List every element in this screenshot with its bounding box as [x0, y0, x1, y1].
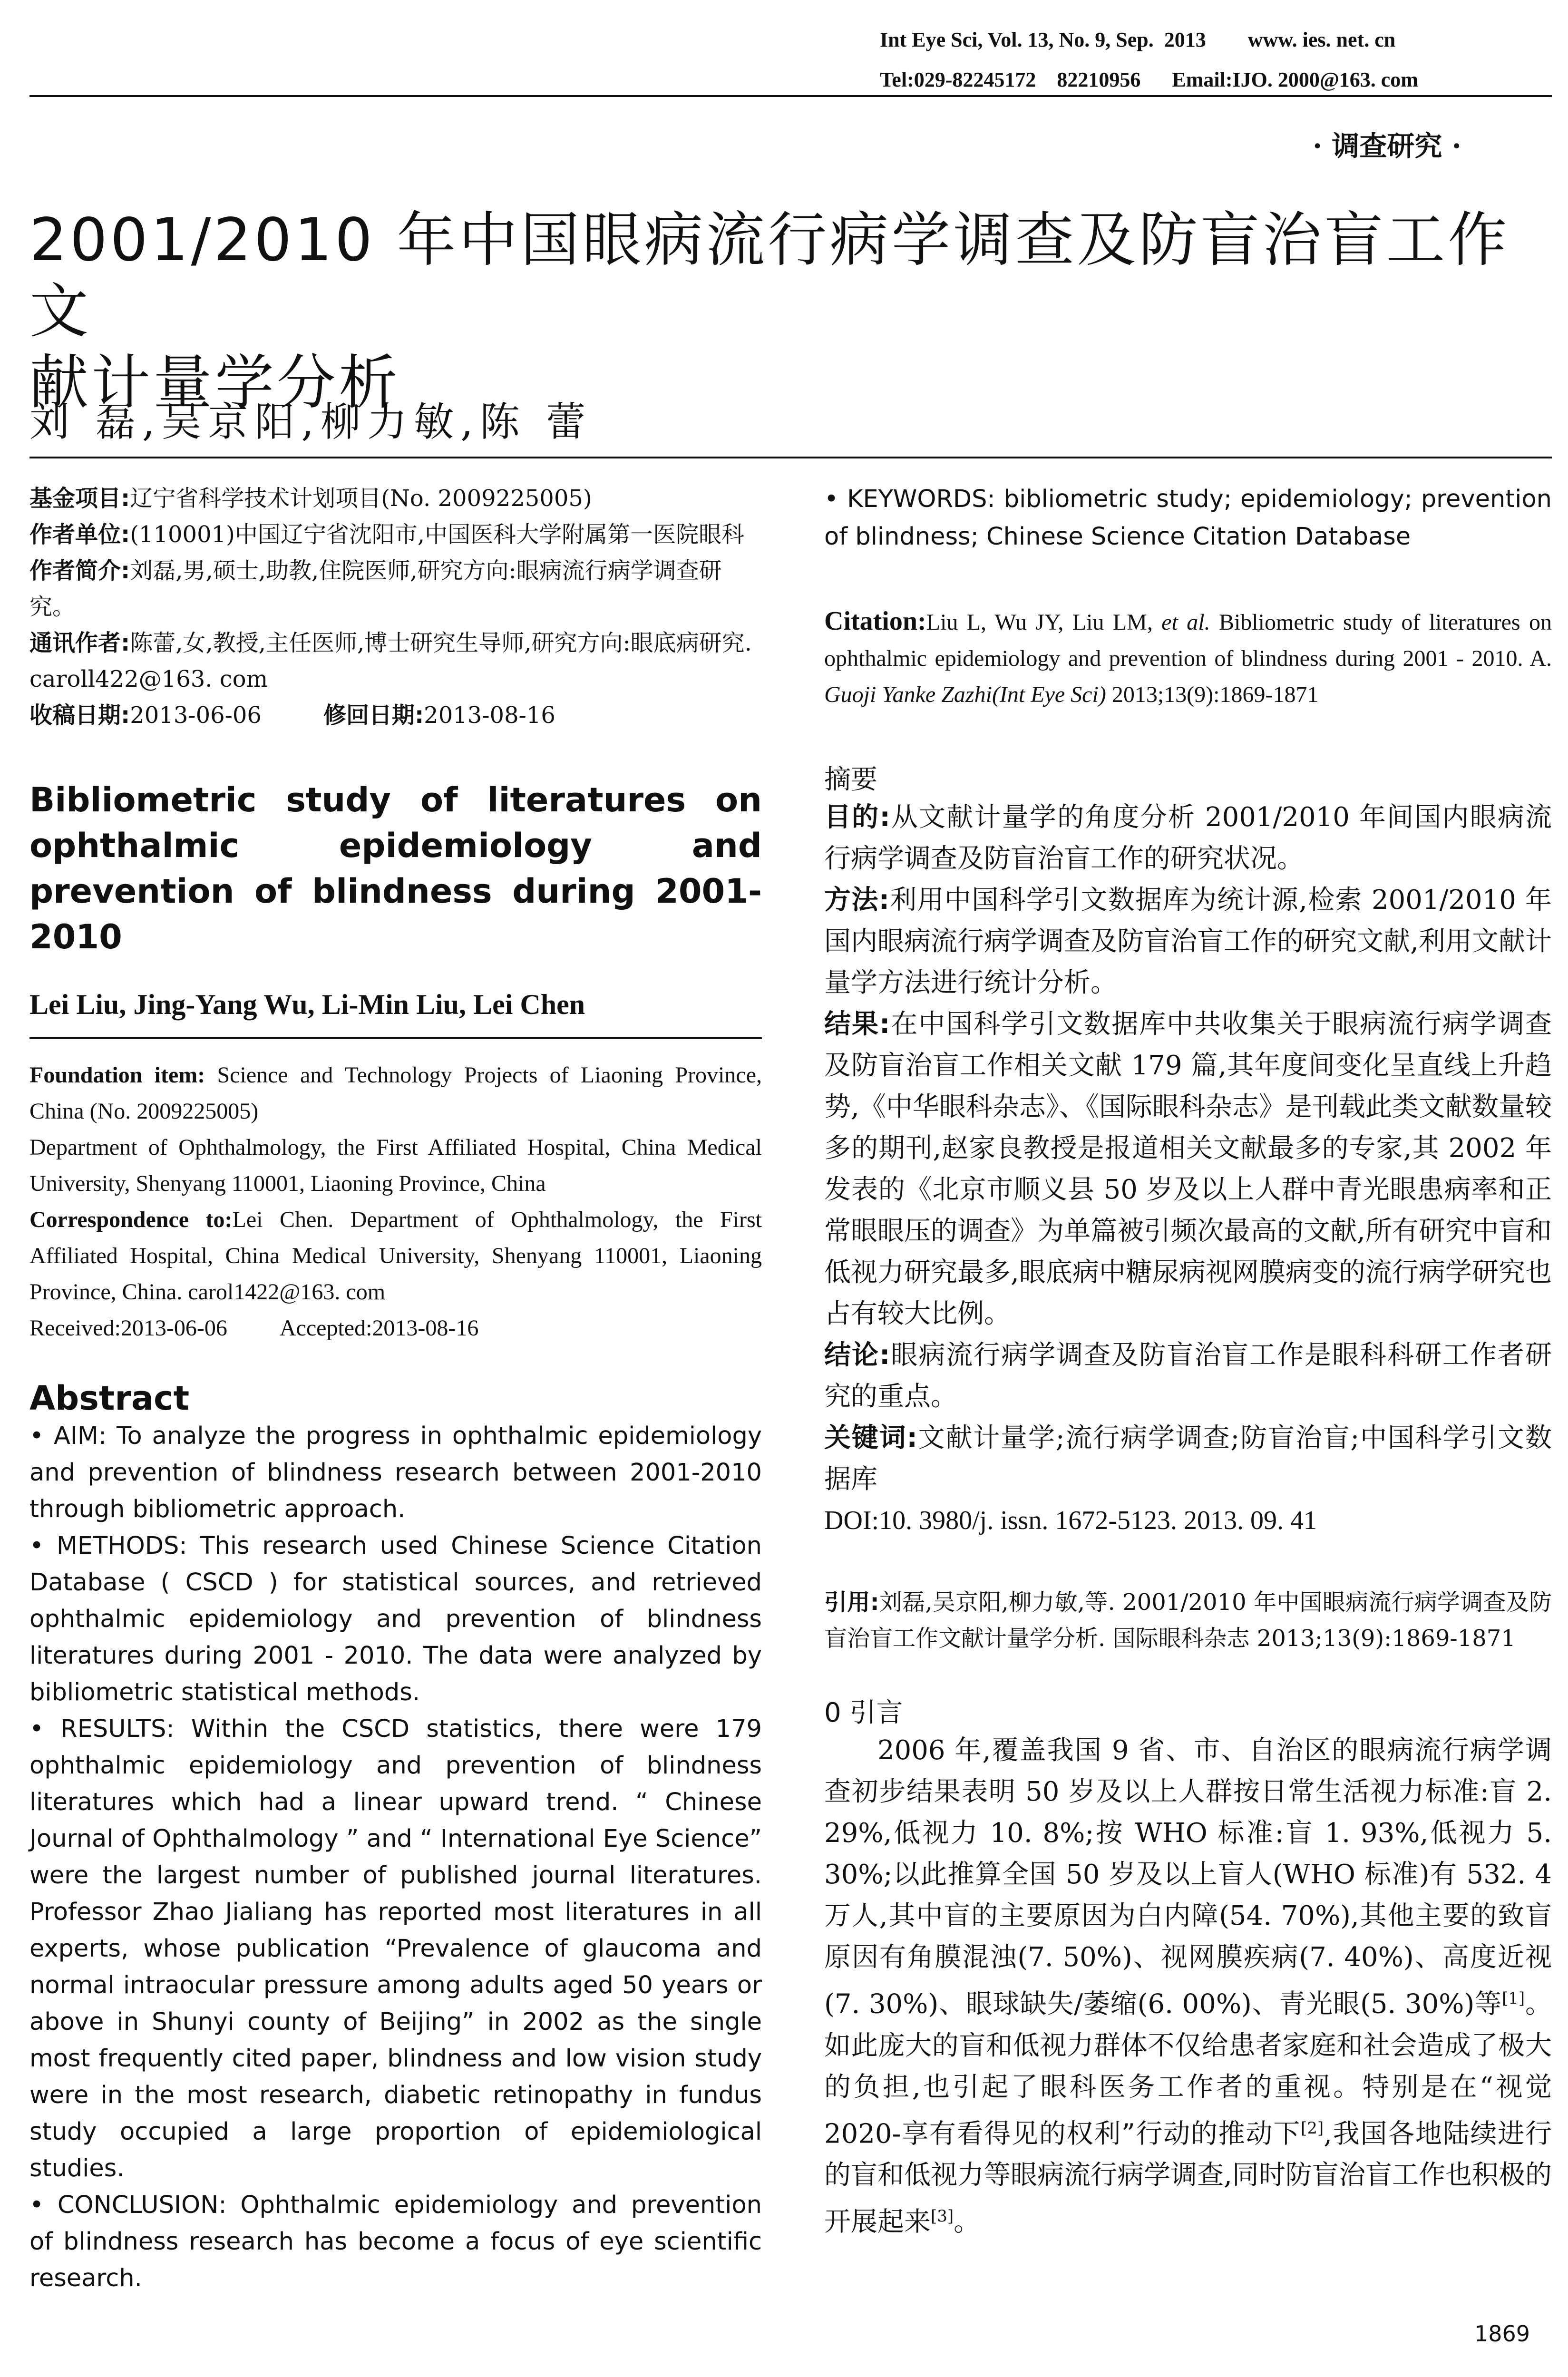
left-column — [29, 480, 762, 2297]
intro-heading: 0 引言 — [824, 1697, 903, 1728]
section-tag: · 调查研究 · — [1313, 130, 1461, 162]
ref-2[interactable]: [2] — [1301, 2118, 1324, 2138]
abstract-cn — [824, 797, 1552, 1541]
title-cn-line-2: 献计量学分析 — [29, 349, 401, 417]
abstract-heading: Abstract — [29, 1379, 190, 1418]
authors-rule — [29, 457, 1552, 458]
authors-cn: 刘 磊,吴京阳,柳力敏,陈 蕾 — [29, 399, 593, 445]
abstract-cn-methods: 方法:利用中国科学引文数据库为统计源,检索 2001/2010 年国内眼病流行病学调查及防盲治盲工作的研究文献,利用文献计量学方法进行统计分析。 — [824, 885, 1552, 998]
abstract-methods: • METHODS: This research used Chinese Science Citation Database ( CSCD ) for statistical sources, and retrieved ophthalmic epidemiology and prevention of blindness literatures during 2001 - 2010. The data were analyzed by bibliometric statistical methods. — [29, 1532, 762, 1706]
abstract-cn-conclusion: 结论:眼病流行病学调查及防盲治盲工作是眼科科研工作者研究的重点。 — [824, 1340, 1552, 1412]
doi: DOI:10. 3980/j. issn. 1672-5123. 2013. 09. 41 — [824, 1506, 1317, 1535]
intro-paragraph: 2006 年,覆盖我国 9 省、市、自治区的眼病流行病学调查初步结果表明 50 岁及以上人群按日常生活视力标准:盲 2. 29%,低视力 10. 8%;按 WHO 标准:盲 1. 93%,低视力 5. 30%;以此推算全国 50 岁及以上盲人(WHO 标准)有 532. 4 万人,其中盲的主要原因为白内障(54. 70%),其他主要的致盲原因有角膜混浊(7. 50%)、视网膜疾病(7. 40%)、高度近视(7. 30%)、眼球缺失/萎缩(6. 00%)、青光眼(5. 30%)等[1]。如此庞大的盲和低视力群体不仅给患者家庭和社会造成了极大的负担,也引起了眼科医务工作者的重视。特别是在“视觉 2020-享有看得见的权利”行动的推动下[2],我国各地陆续进行的盲和低视力等眼病流行病学调查,同时防盲治盲工作也积极的开展起来[3]。 — [824, 1735, 1552, 2238]
abstract-results: • RESULTS: Within the CSCD statistics, there were 179 ophthalmic epidemiology and prevention of blindness literatures which had a linear upward trend. “ Chinese Journal of Ophthalmology ” and “ International Eye Science” were the largest number of published journal literatures. Professor Zhao Jialiang has reported most literatures in all experts, whose publication “Prevalence of glaucoma and normal intraocular pressure among adults aged 50 years or above in Shunyi county of Beijing” in 2002 as the single most frequently cited paper, blindness and low vision study were in the most research, diabetic retinopathy in fundus study occupied a large proportion of epidemiological studies. — [29, 1715, 762, 2182]
title-en: Bibliometric study of literatures on ophthalmic epidemiology and prevention of blindness during 2001-2010 — [29, 780, 762, 956]
info-cn — [29, 480, 762, 733]
title-cn-line-1: 2001/2010 年中国眼病流行病学调查及防盲治盲工作文 — [29, 206, 1510, 346]
abstract-cn-keywords: 关键词:文献计量学;流行病学调查;防盲治盲;中国科学引文数据库 — [824, 1422, 1552, 1495]
bio-cn: 作者简介:刘磊,男,硕士,助教,住院医师,研究方向:眼病流行病学调查研究。 — [29, 557, 722, 620]
authors-en: Lei Liu, Jing-Yang Wu, Li-Min Liu, Lei Chen — [29, 989, 585, 1020]
department-en: Department of Ophthalmology, the First Affiliated Hospital, China Medical University, Shenyang 110001, Liaoning Province, China — [29, 1135, 762, 1196]
foundation-en: Foundation item: Science and Technology Projects of Liaoning Province, China (No. 2009225005) — [29, 1062, 762, 1124]
intro-body — [824, 1730, 1552, 2243]
page-number: 1869 — [1474, 2321, 1530, 2347]
abstract-conclusion: • CONCLUSION: Ophthalmic epidemiology and prevention of blindness research has become a focus of eye scientific research. — [29, 2191, 762, 2292]
corr-en: Correspondence to:Lei Chen. Department of Ophthalmology, the First Affiliated Hospital, China Medical University, Shenyang 110001, Liaoning Province, China. carol1422@163. com — [29, 1207, 762, 1305]
foundation-cn: 基金项目:辽宁省科学技术计划项目(No. 2009225005) — [29, 485, 592, 512]
title-cn — [29, 205, 1568, 419]
contact-line: Tel:029-82245172 82210956 Email:IJO. 2000@163. com — [880, 68, 1418, 91]
info-en — [29, 1057, 762, 1346]
abstract-aim: • AIM: To analyze the progress in ophthalmic epidemiology and prevention of blindness research between 2001-2010 through bibliometric approach. — [29, 1422, 762, 1523]
abstract-cn-aim: 目的:从文献计量学的角度分析 2001/2010 年间国内眼病流行病学调查及防盲治盲工作的研究状况。 — [824, 802, 1552, 874]
keywords-en: • KEYWORDS: bibliometric study; epidemiology; prevention of blindness; Chinese Science Citation Database — [824, 485, 1552, 551]
corr-cn: 通讯作者:陈蕾,女,教授,主任医师,博士研究生导师,研究方向:眼底病研究. caroll422@163. com — [29, 630, 752, 692]
citation-cn: 引用:刘磊,吴京阳,柳力敏,等. 2001/2010 年中国眼病流行病学调查及防盲治盲工作文献计量学分析. 国际眼科杂志 2013;13(9):1869-1871 — [824, 1589, 1552, 1652]
abstract-en — [29, 1418, 762, 2297]
abstract-cn-heading: 摘要 — [824, 764, 877, 795]
unit-cn: 作者单位:(110001)中国辽宁省沈阳市,中国医科大学附属第一医院眼科 — [29, 521, 745, 548]
authors-en-rule — [29, 1037, 762, 1039]
header-rule — [29, 95, 1552, 97]
ref-3[interactable]: [3] — [931, 2207, 954, 2226]
citation-en: Citation:Liu L, Wu JY, Liu LM, et al. Bibliometric study of literatures on ophthalmic epidemiology and prevention of blindness during 2001 - 2010. A. Guoji Yanke Zazhi(Int Eye Sci) 2013;13(9):1869-1871 — [824, 606, 1552, 707]
right-column — [824, 480, 1552, 2243]
abstract-cn-results: 结果:在中国科学引文数据库中共收集关于眼病流行病学调查及防盲治盲工作相关文献 179 篇,其年度间变化呈直线上升趋势,《中华眼科杂志》、《国际眼科杂志》是刊载此类文献数量较多的期刊,赵家良教授是报道相关文献最多的专家,其 2002 年发表的《北京市顺义县 50 岁及以上人群中青光眼患病率和正常眼眼压的调查》为单篇被引频次最高的文献,所有研究中盲和低视力研究最多,眼底病中糖尿病视网膜病变的流行病学研究也占有较大比例。 — [824, 1009, 1552, 1329]
journal-line: Int Eye Sci, Vol. 13, No. 9, Sep. 2013 www. ies. net. cn — [880, 28, 1396, 51]
ref-1[interactable]: [1] — [1501, 1989, 1525, 2008]
dates-cn: 收稿日期:2013-06-06 修回日期:2013-08-16 — [29, 702, 555, 729]
dates-en: Received:2013-06-06 Accepted:2013-08-16 — [29, 1315, 479, 1341]
